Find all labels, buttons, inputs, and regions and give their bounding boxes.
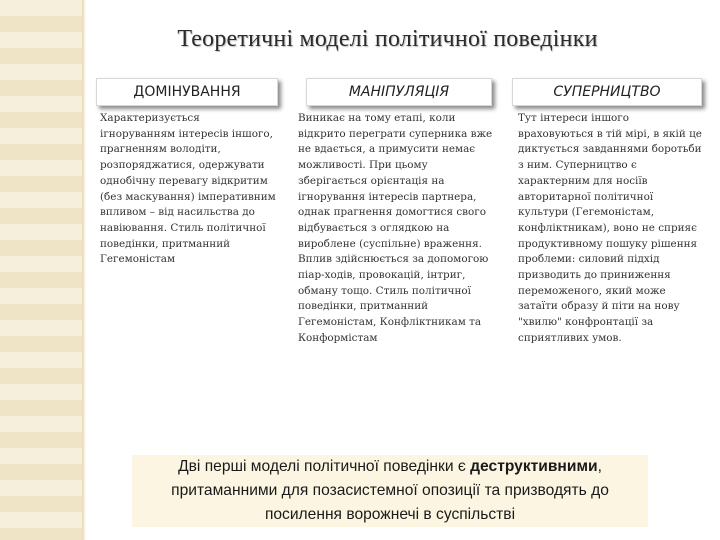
callout-emphasis: деструктивними [470, 458, 598, 475]
column-header-manipulation: МАНІПУЛЯЦІЯ [306, 78, 492, 106]
decorative-sidebar [0, 0, 82, 540]
column-text-manipulation: Виникає на тому етапі, коли відкрито перегpати суперника вже не вдається, а примусити немає можливості. При цьому зберігається орієнтація на ігнорування інтересів партнера, однак прагнення домогтися свого відбувається з оглядкою на вироблене (суспільне) враження. Вплив здійснюється за допомогою піар-ходів, провокацій, інтриг, обману тощо. Стиль політичної поведінки, притманний Гегемоністам, Конфліктникам та Конформістам [298, 112, 493, 344]
conclusion-callout [132, 455, 648, 527]
column-header-rivalry: СУПЕРНИЦТВО [512, 78, 702, 106]
sidebar-edge [82, 0, 86, 540]
column-text-domination: Характеризується ігноруванням інтересів іншого, прагненням володіти, розпоряджатися, одержувати однобічну перевагу відкритим (без маскування) імперативним впливом – від насильства до навіювання. Стиль політичної поведінки, притманний Гегемоністам [100, 112, 276, 266]
callout-text-end: , притаманними для позасистемної опозиції та призводять до посилення ворожнечі в суспільстві [171, 458, 609, 523]
column-text-rivalry: Тут інтереси іншого враховуються в тій мірі, в якій це диктується завданнями боротьби з ним. Суперництво є характерним для носіїв авторитарної політичної культури (Гегемоністам, конфліктникам), воно не сприяє продуктивному пошуку рішення проблеми: силовий підхід призводить до приниження переможеного, який може затаїти образу й піти на нову "хвилю" конфронтації за сприятливих умов. [518, 112, 702, 344]
column-header-domination: ДОМІНУВАННЯ [96, 78, 278, 106]
callout-text-start: Дві перші моделі політичної поведінки є [178, 458, 471, 475]
page-title: Теоретичні моделі політичної поведінки [177, 26, 598, 52]
